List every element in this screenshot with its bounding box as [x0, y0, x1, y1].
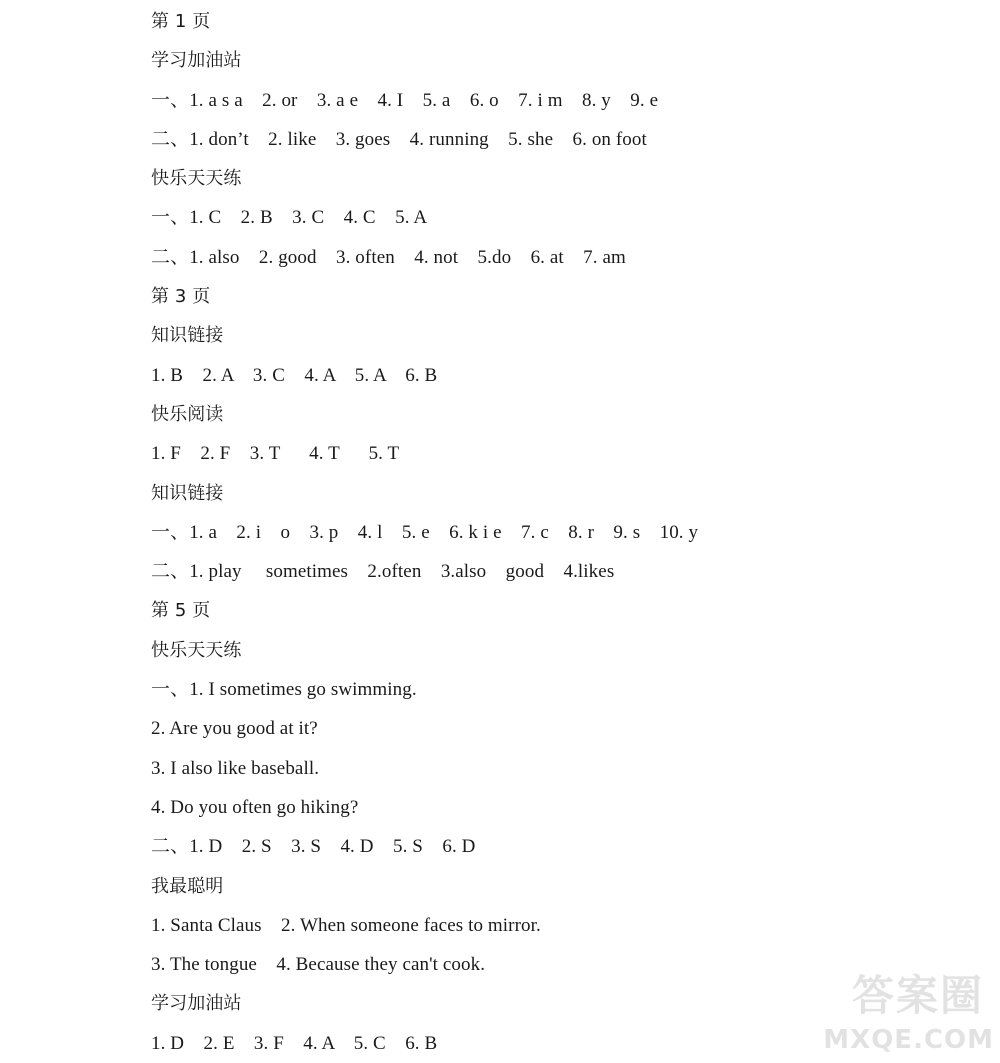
answer-document	[151, 2, 991, 1063]
answer-line: 2. Are you good at it?	[151, 718, 318, 740]
section-heading: 我最聪明	[151, 875, 224, 897]
section-heading: 学习加油站	[151, 50, 242, 72]
section-heading: 快乐阅读	[151, 403, 224, 425]
answer-line: 一、1. I sometimes go swimming.	[151, 679, 417, 701]
watermark-domain-text: MXQE.COM	[823, 1025, 994, 1055]
answer-line: 1. D 2. E 3. F 4. A 5. C 6. B	[151, 1032, 438, 1054]
answer-line: 4. Do you often go hiking?	[151, 796, 359, 818]
answer-line: 3. The tongue 4. Because they can't cook.	[151, 954, 486, 976]
page-heading: 第 5 页	[151, 600, 211, 622]
answer-line: 1. F 2. F 3. T 4. T 5. T	[151, 443, 400, 465]
answer-line: 一、1. a 2. i o 3. p 4. l 5. e 6. k i e 7. c 8. r 9. s 10. y	[151, 521, 699, 543]
site-watermark	[814, 963, 994, 1055]
answer-line: 二、1. play sometimes 2.often 3.also good 4.likes	[151, 561, 615, 583]
answer-line: 二、1. D 2. S 3. S 4. D 5. S 6. D	[151, 836, 476, 858]
answer-line: 一、1. a s a 2. or 3. a e 4. I 5. a 6. o 7. i m 8. y 9. e	[151, 89, 659, 111]
section-heading: 学习加油站	[151, 993, 242, 1015]
page-heading: 第 3 页	[151, 286, 211, 308]
section-heading: 知识链接	[151, 325, 224, 347]
answer-line: 3. I also like baseball.	[151, 757, 320, 779]
section-heading: 快乐天天练	[151, 639, 242, 661]
section-heading: 快乐天天练	[151, 168, 242, 190]
answer-line: 二、1. don’t 2. like 3. goes 4. running 5. she 6. on foot	[151, 128, 647, 150]
page-heading: 第 1 页	[151, 11, 211, 32]
answer-line: 二、1. also 2. good 3. often 4. not 5.do 6. at 7. am	[151, 246, 626, 268]
watermark-logo-text: 答案圈	[851, 971, 984, 1020]
answer-line: 一、1. C 2. B 3. C 4. C 5. A	[151, 207, 428, 229]
answer-line: 1. Santa Claus 2. When someone faces to mirror.	[151, 914, 541, 936]
section-heading: 知识链接	[151, 482, 224, 504]
answer-line: 1. B 2. A 3. C 4. A 5. A 6. B	[151, 364, 438, 386]
